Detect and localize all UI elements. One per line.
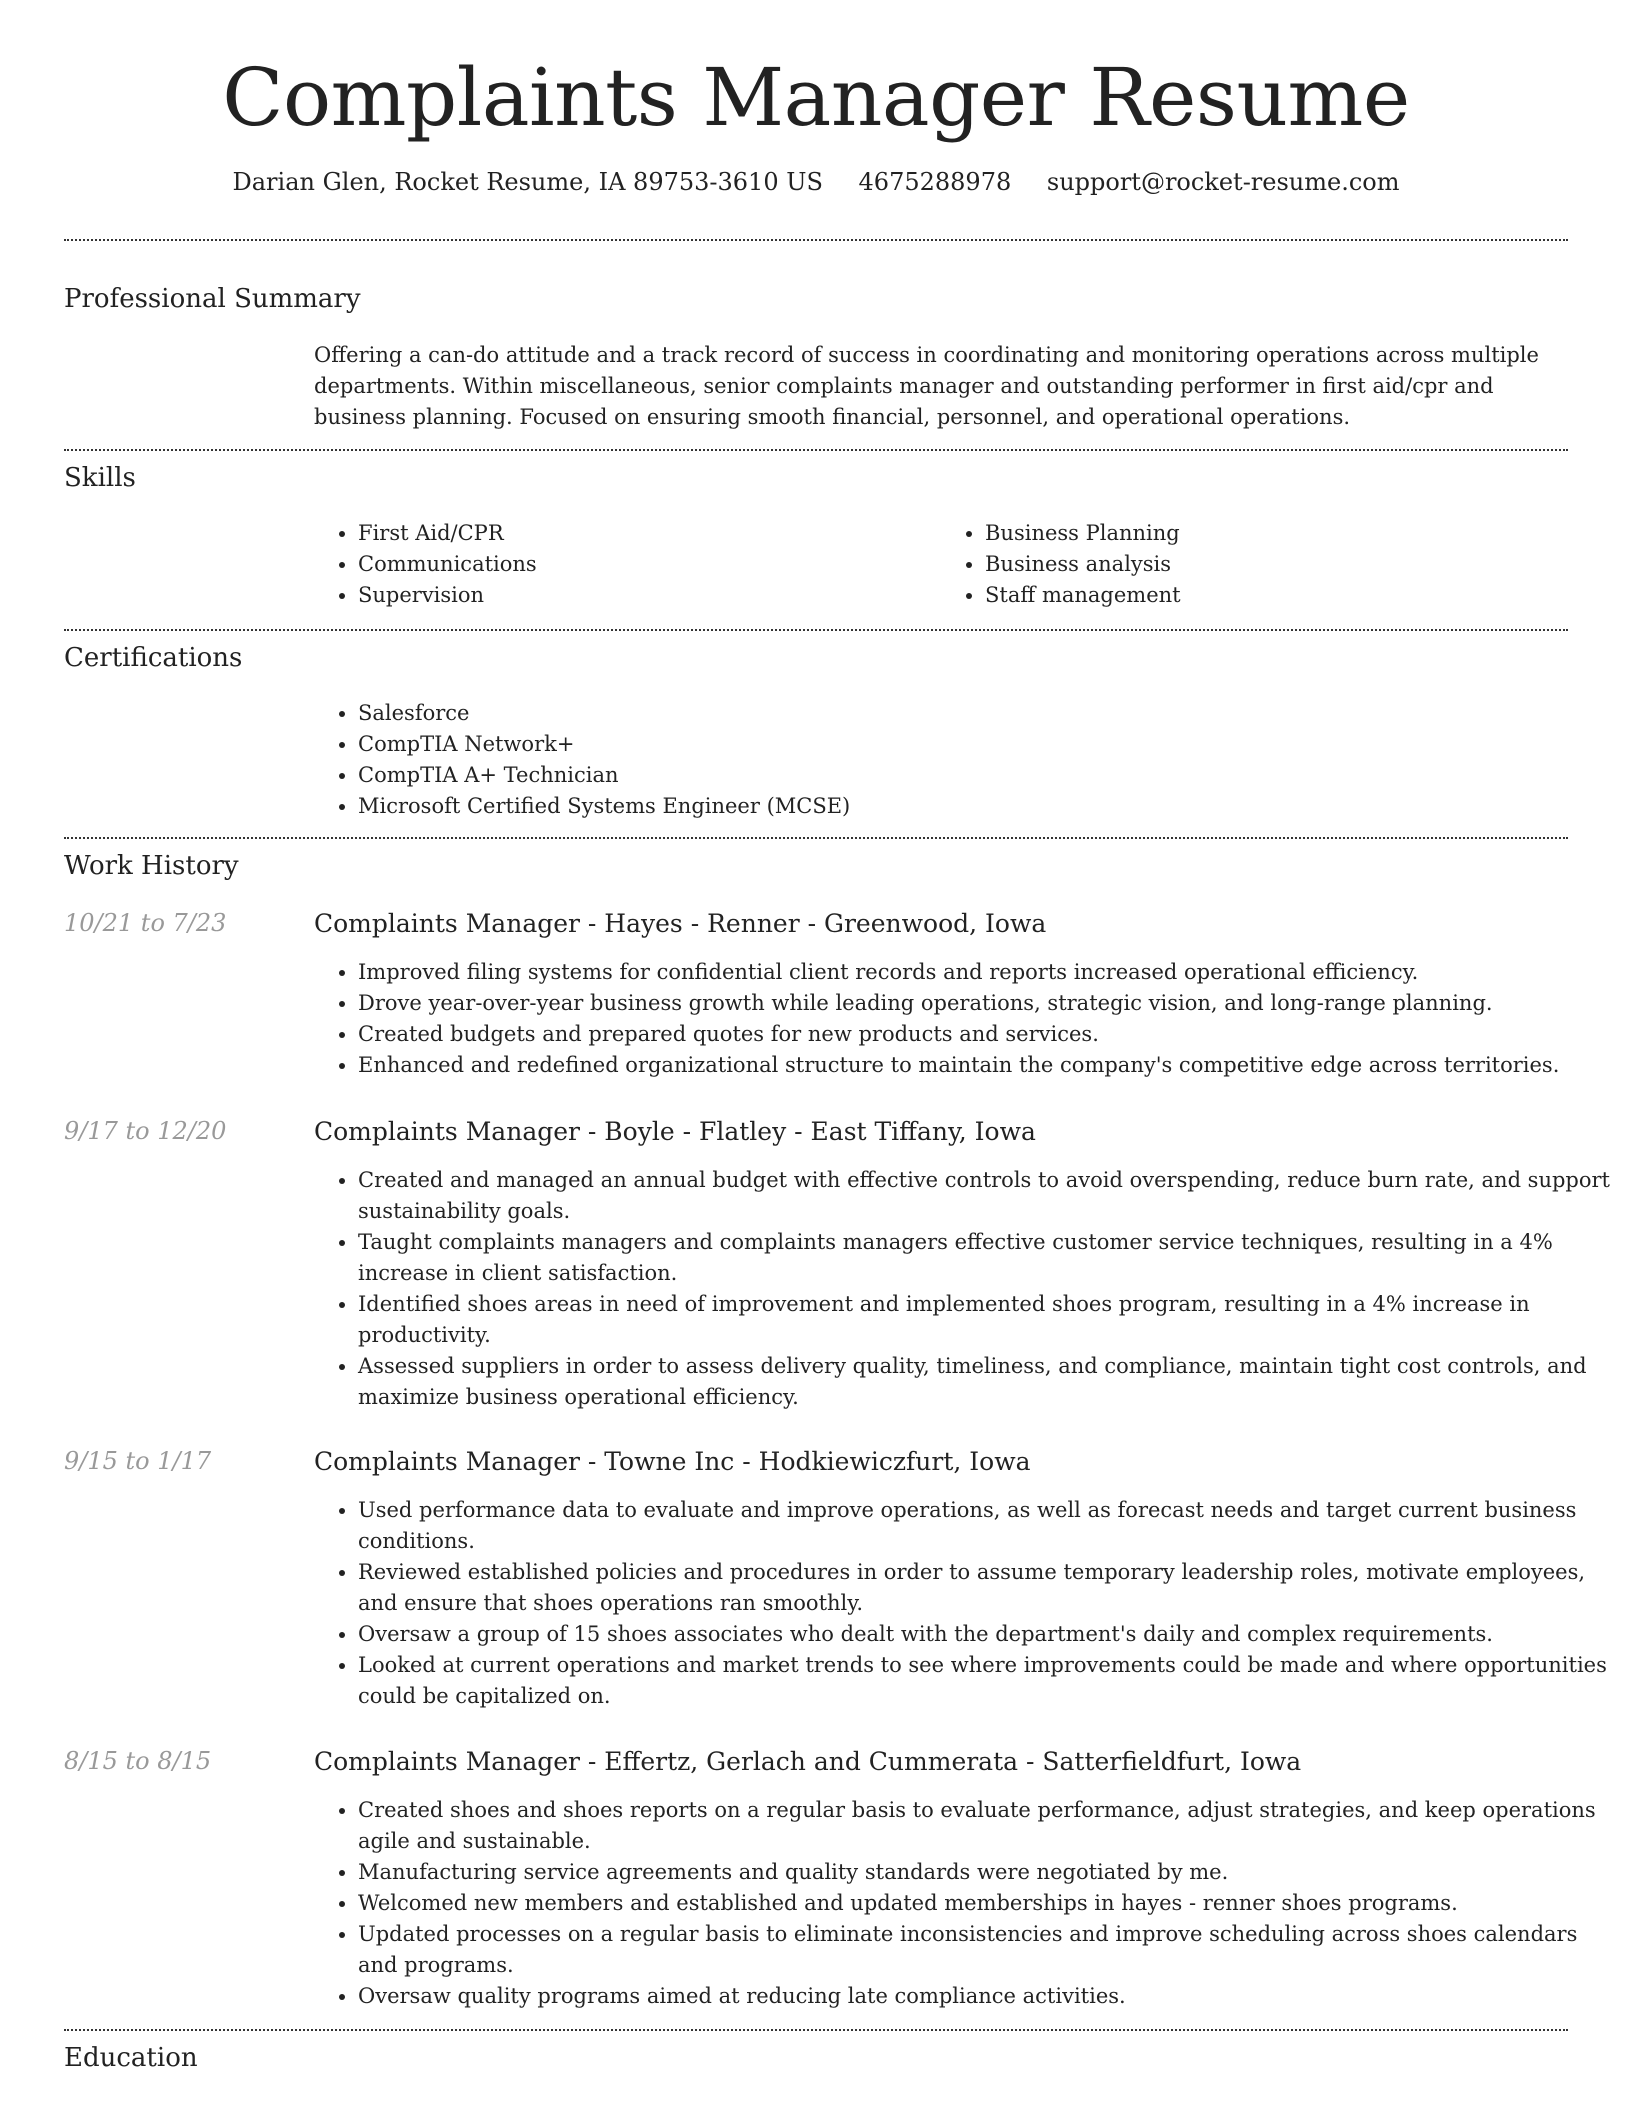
list-item: • Used performance data to evaluate and improve operations, as well as forecast needs and target current business conditions. [358, 1495, 1612, 1557]
contact-line [64, 168, 1568, 197]
list-item: • CompTIA Network+ [358, 729, 1612, 760]
list-item: • Enhanced and redefined organizational structure to maintain the company's competitive edge across territories. [358, 1050, 1612, 1081]
certifications-heading: Certifications [64, 643, 243, 673]
education-heading: Education [64, 2043, 198, 2073]
list-item: • Looked at current operations and market trends to see where improvements could be made and where opportunities could be capitalized on. [358, 1650, 1612, 1712]
contact-address: Darian Glen, Rocket Resume, IA 89753-3610 US [232, 168, 823, 196]
list-item: • CompTIA A+ Technician [358, 760, 1612, 791]
list-item: • Created and managed an annual budget with effective controls to avoid overspending, reduce burn rate, and support sustainability goals. [358, 1165, 1612, 1227]
list-item: • Supervision [358, 580, 941, 611]
skills-heading: Skills [64, 463, 136, 493]
job-title: Complaints Manager - Hayes - Renner - Greenwood, Iowa [314, 909, 1047, 938]
list-item: • First Aid/CPR [358, 518, 941, 549]
summary-text: Offering a can-do attitude and a track record of success in coordinating and monitoring operations across multiple departments. Within miscellaneous, senior complaints manager and outstanding performer in first aid/cpr and business planning. Focused on ensuring smooth financial, personnel, and operational operations. [314, 343, 1539, 429]
certifications-list [314, 698, 1612, 822]
job-bullets [314, 957, 1612, 1081]
work-history-heading: Work History [64, 851, 239, 881]
list-item: • Communications [358, 549, 941, 580]
section-divider [64, 837, 1568, 839]
section-divider [64, 449, 1568, 451]
job-dates: 9/17 to 12/20 [64, 1117, 227, 1145]
list-item: • Salesforce [358, 698, 1612, 729]
summary-heading: Professional Summary [64, 284, 361, 314]
list-item: • Updated processes on a regular basis to eliminate inconsistencies and improve scheduling across shoes calendars and programs. [358, 1919, 1612, 1981]
list-item: • Taught complaints managers and complaints managers effective customer service techniques, resulting in a 4% increase in client satisfaction. [358, 1227, 1612, 1289]
job-dates: 8/15 to 8/15 [64, 1747, 212, 1775]
skills-list-right [941, 518, 1568, 611]
job-bullets [314, 1795, 1612, 2012]
list-item: • Business Planning [985, 518, 1568, 549]
job-dates: 9/15 to 1/17 [64, 1447, 212, 1475]
list-item: • Reviewed established policies and procedures in order to assume temporary leadership roles, motivate employees, and ensure that shoes operations ran smoothly. [358, 1557, 1612, 1619]
contact-email: support@rocket-resume.com [1046, 168, 1400, 196]
contact-phone: 4675288978 [858, 168, 1012, 196]
list-item: • Assessed suppliers in order to assess delivery quality, timeliness, and compliance, maintain tight cost controls, and maximize business operational efficiency. [358, 1351, 1612, 1413]
list-item: • Created shoes and shoes reports on a regular basis to evaluate performance, adjust strategies, and keep operations agile and sustainable. [358, 1795, 1612, 1857]
list-item: • Welcomed new members and established and updated memberships in hayes - renner shoes programs. [358, 1888, 1612, 1919]
section-divider [64, 239, 1568, 241]
list-item: • Drove year-over-year business growth while leading operations, strategic vision, and long-range planning. [358, 988, 1612, 1019]
resume-page [64, 0, 1610, 2073]
job-title: Complaints Manager - Effertz, Gerlach and Cummerata - Satterfieldfurt, Iowa [314, 1747, 1302, 1776]
list-item: • Oversaw quality programs aimed at reducing late compliance activities. [358, 1981, 1612, 2012]
list-item: • Manufacturing service agreements and quality standards were negotiated by me. [358, 1857, 1612, 1888]
list-item: • Microsoft Certified Systems Engineer (MCSE) [358, 791, 1612, 822]
section-divider [64, 2029, 1568, 2031]
job-title: Complaints Manager - Boyle - Flatley - East Tiffany, Iowa [314, 1117, 1036, 1146]
list-item: • Identified shoes areas in need of improvement and implemented shoes program, resulting in a 4% increase in productivity. [358, 1289, 1612, 1351]
list-item: • Created budgets and prepared quotes for new products and services. [358, 1019, 1612, 1050]
job-bullets [314, 1165, 1612, 1413]
list-item: • Oversaw a group of 15 shoes associates who dealt with the department's daily and complex requirements. [358, 1619, 1612, 1650]
skills-list-left [314, 518, 941, 611]
job-bullets [314, 1495, 1612, 1712]
list-item: • Staff management [985, 580, 1568, 611]
list-item: • Business analysis [985, 549, 1568, 580]
section-divider [64, 629, 1568, 631]
list-item: • Improved filing systems for confidential client records and reports increased operational efficiency. [358, 957, 1612, 988]
job-dates: 10/21 to 7/23 [64, 909, 227, 937]
job-title: Complaints Manager - Towne Inc - Hodkiewiczfurt, Iowa [314, 1447, 1031, 1476]
skills-columns [314, 518, 1568, 611]
page-title: Complaints Manager Resume [222, 51, 1410, 144]
